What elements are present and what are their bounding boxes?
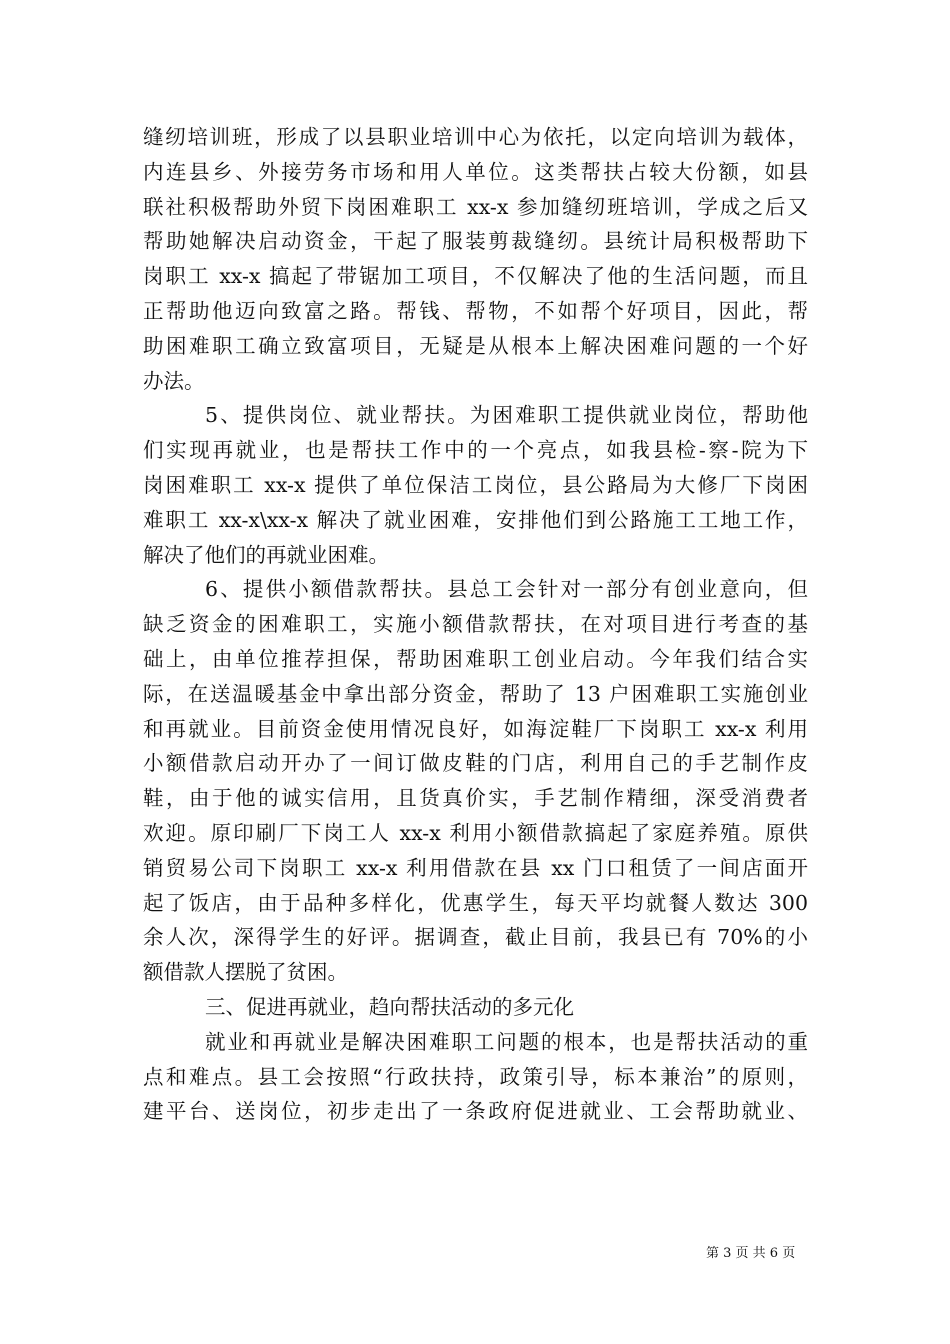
text-line: 解决了他们的再就业困难。 xyxy=(143,542,389,567)
text-line: 正帮助他迈向致富之路。帮钱、帮物，不如帮个好项目，因此，帮 xyxy=(143,298,808,323)
text-line: 岗职工 xx-x 搞起了带锯加工项目，不仅解决了他的生活问题，而且 xyxy=(143,264,808,289)
text-line: 和再就业。目前资金使用情况良好，如海淀鞋厂下岗职工 xx-x 利用 xyxy=(143,716,808,741)
text-line: 余人次，深得学生的好评。据调查，截止目前，我县已有 70%的小 xyxy=(143,925,808,950)
text-line: 办法。 xyxy=(143,368,205,393)
text-line: 际，在送温暖基金中拿出部分资金，帮助了 13 户困难职工实施创业 xyxy=(143,681,808,706)
text-line: 欢迎。原印刷厂下岗工人 xx-x 利用小额借款搞起了家庭养殖。原供 xyxy=(143,820,808,845)
text-line: 点和难点。县工会按照“行政扶持，政策引导，标本兼治”的原则， xyxy=(143,1064,808,1089)
section-heading: 三、促进再就业，趋向帮扶活动的多元化 xyxy=(205,994,574,1019)
text-line: 联社积极帮助外贸下岗困难职工 xx-x 参加缝纫班培训，学成之后又 xyxy=(143,194,808,219)
text-line: 鞋，由于他的诚实信用，且货真价实，手艺制作精细，深受消费者 xyxy=(143,786,808,811)
body-text xyxy=(143,120,808,1129)
text-line: 难职工 xx-x\xx-x 解决了就业困难，安排他们到公路施工工地工作， xyxy=(143,507,808,532)
text-line: 内连县乡、外接劳务市场和用人单位。这类帮扶占较大份额，如县 xyxy=(143,159,808,184)
text-line: 销贸易公司下岗职工 xx-x 利用借款在县 xx 门口租赁了一间店面开 xyxy=(143,855,808,880)
text-line: 岗困难职工 xx-x 提供了单位保洁工岗位，县公路局为大修厂下岗困 xyxy=(143,472,808,497)
text-line: 础上，由单位推荐担保，帮助困难职工创业启动。今年我们结合实 xyxy=(143,646,808,671)
text-line: 小额借款启动开办了一间订做皮鞋的门店，利用自己的手艺制作皮 xyxy=(143,751,808,776)
text-line: 缝纫培训班，形成了以县职业培训中心为依托，以定向培训为载体， xyxy=(143,125,808,149)
text-line: 助困难职工确立致富项目，无疑是从根本上解决困难问题的一个好 xyxy=(143,333,808,358)
page-number-footer: 第 3 页 共 6 页 xyxy=(706,1246,796,1261)
text-line: 起了饭店，由于品种多样化，优惠学生，每天平均就餐人数达 300 xyxy=(143,890,808,915)
text-line: 额借款人摆脱了贫困。 xyxy=(143,960,348,985)
text-line: 缺乏资金的困难职工，实施小额借款帮扶，在对项目进行考查的基 xyxy=(143,612,808,637)
text-line-indented: 6、提供小额借款帮扶。县总工会针对一部分有创业意向，但 xyxy=(205,577,808,602)
text-line: 们实现再就业，也是帮扶工作中的一个亮点，如我县检-察-院为下 xyxy=(143,438,808,463)
text-line-indented: 就业和再就业是解决困难职工问题的根本，也是帮扶活动的重 xyxy=(205,1029,808,1054)
text-line: 建平台、送岗位，初步走出了一条政府促进就业、工会帮助就业、 xyxy=(143,1099,808,1124)
text-line: 帮助她解决启动资金，干起了服装剪裁缝纫。县统计局积极帮助下 xyxy=(143,229,808,254)
text-line-indented: 5、提供岗位、就业帮扶。为困难职工提供就业岗位，帮助他 xyxy=(205,403,808,428)
